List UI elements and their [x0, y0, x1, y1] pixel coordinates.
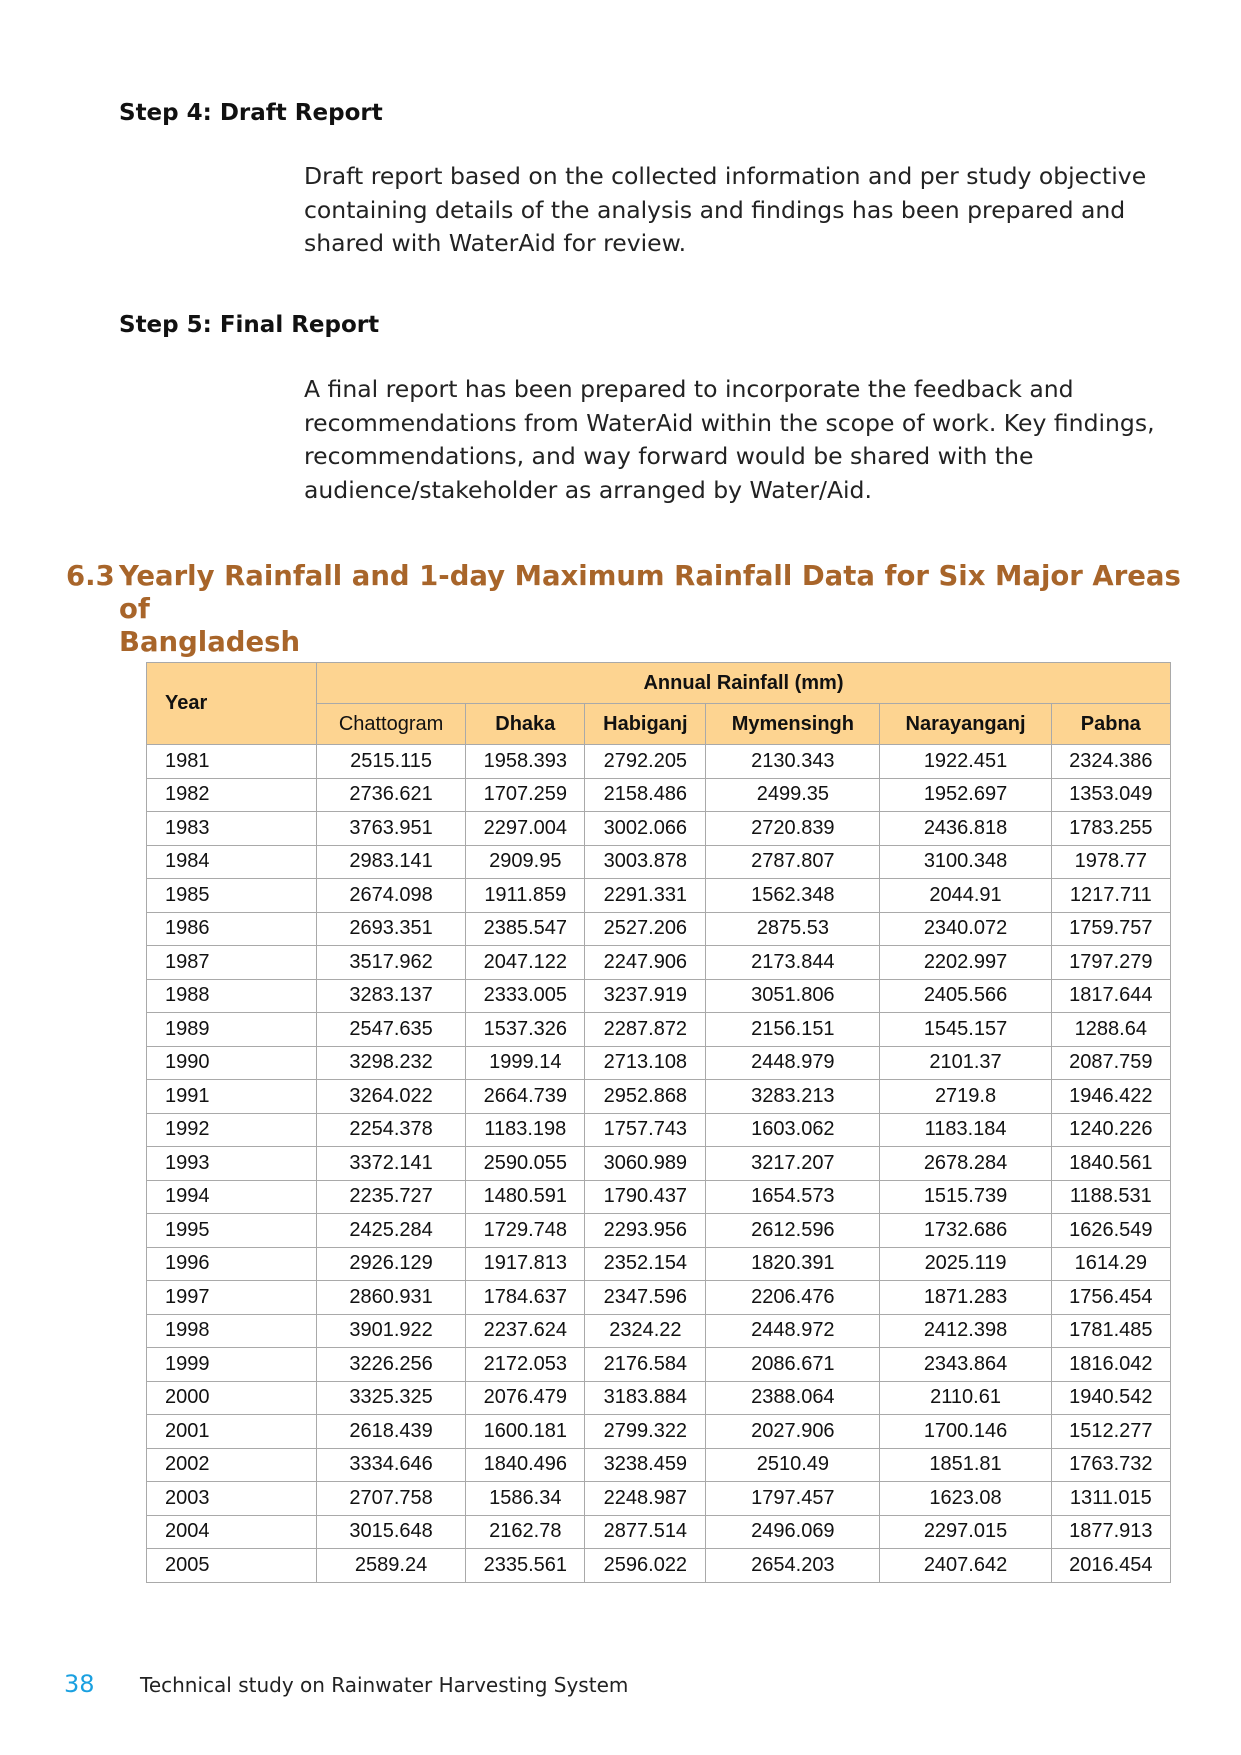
section-heading — [66, 560, 1186, 659]
rainfall-cell: 2044.91 — [880, 879, 1051, 913]
table-row — [147, 879, 1171, 913]
rainfall-cell: 1353.049 — [1051, 778, 1170, 812]
rainfall-cell: 1756.454 — [1051, 1281, 1170, 1315]
rainfall-cell: 1562.348 — [706, 879, 880, 913]
rainfall-cell: 3283.213 — [706, 1080, 880, 1114]
rainfall-cell: 3237.919 — [585, 979, 706, 1013]
footer-title: Technical study on Rainwater Harvesting System — [140, 1673, 629, 1697]
section-number: 6.3 — [66, 560, 115, 592]
rainfall-cell: 2496.069 — [706, 1515, 880, 1549]
rainfall-cell: 2047.122 — [466, 946, 585, 980]
step4-line: Draft report based on the collected information and per study objective — [304, 162, 1147, 190]
year-cell: 2003 — [147, 1482, 317, 1516]
rainfall-cell: 1700.146 — [880, 1415, 1051, 1449]
rainfall-cell: 1911.859 — [466, 879, 585, 913]
rainfall-cell: 2335.561 — [466, 1549, 585, 1583]
rainfall-cell: 2237.624 — [466, 1314, 585, 1348]
rainfall-cell: 2612.596 — [706, 1214, 880, 1248]
table-row — [147, 1348, 1171, 1382]
rainfall-cell: 2101.37 — [880, 1046, 1051, 1080]
rainfall-table — [146, 662, 1171, 1583]
rainfall-cell: 1922.451 — [880, 745, 1051, 779]
rainfall-cell: 2172.053 — [466, 1348, 585, 1382]
rainfall-cell: 2347.596 — [585, 1281, 706, 1315]
rainfall-cell: 1797.279 — [1051, 946, 1170, 980]
rainfall-cell: 2590.055 — [466, 1147, 585, 1181]
rainfall-cell: 2499.35 — [706, 778, 880, 812]
table-row — [147, 845, 1171, 879]
rainfall-cell: 2860.931 — [317, 1281, 466, 1315]
rainfall-cell: 1816.042 — [1051, 1348, 1170, 1382]
year-cell: 2001 — [147, 1415, 317, 1449]
rainfall-cell: 3100.348 — [880, 845, 1051, 879]
rainfall-cell: 2909.95 — [466, 845, 585, 879]
year-cell: 1998 — [147, 1314, 317, 1348]
rainfall-cell: 2087.759 — [1051, 1046, 1170, 1080]
rainfall-cell: 1781.485 — [1051, 1314, 1170, 1348]
rainfall-cell: 2736.621 — [317, 778, 466, 812]
rainfall-cell: 1840.496 — [466, 1448, 585, 1482]
step5-line: recommendations from WaterAid within the scope of work. Key findings, — [304, 408, 1155, 437]
rainfall-cell: 2787.807 — [706, 845, 880, 879]
rainfall-cell: 2952.868 — [585, 1080, 706, 1114]
year-cell: 1985 — [147, 879, 317, 913]
rainfall-cell: 2407.642 — [880, 1549, 1051, 1583]
rainfall-cell: 2086.671 — [706, 1348, 880, 1382]
page-number: 38 — [64, 1670, 95, 1698]
rainfall-cell: 3060.989 — [585, 1147, 706, 1181]
rainfall-cell: 1707.259 — [466, 778, 585, 812]
rainfall-cell: 3183.884 — [585, 1381, 706, 1415]
column-header-mymensingh: Mymensingh — [706, 704, 880, 745]
rainfall-cell: 2527.206 — [585, 912, 706, 946]
rainfall-cell: 1586.34 — [466, 1482, 585, 1516]
rainfall-cell: 2324.386 — [1051, 745, 1170, 779]
rainfall-cell: 2719.8 — [880, 1080, 1051, 1114]
rainfall-cell: 2254.378 — [317, 1113, 466, 1147]
rainfall-cell: 2792.205 — [585, 745, 706, 779]
rainfall-cell: 2158.486 — [585, 778, 706, 812]
step5-line: A final report has been prepared to incorporate the feedback and — [304, 375, 1074, 403]
rainfall-cell: 2173.844 — [706, 946, 880, 980]
rainfall-cell: 1784.637 — [466, 1281, 585, 1315]
rainfall-cell: 1537.326 — [466, 1013, 585, 1047]
rainfall-cell: 3238.459 — [585, 1448, 706, 1482]
rainfall-cell: 1732.686 — [880, 1214, 1051, 1248]
table-row — [147, 979, 1171, 1013]
rainfall-cell: 2176.584 — [585, 1348, 706, 1382]
column-header-chattogram: Chattogram — [317, 704, 466, 745]
rainfall-cell: 1817.644 — [1051, 979, 1170, 1013]
year-cell: 1996 — [147, 1247, 317, 1281]
table-row — [147, 912, 1171, 946]
rainfall-cell: 1217.711 — [1051, 879, 1170, 913]
rainfall-cell: 1188.531 — [1051, 1180, 1170, 1214]
table-row — [147, 778, 1171, 812]
year-cell: 1984 — [147, 845, 317, 879]
table-row — [147, 1448, 1171, 1482]
rainfall-cell: 2412.398 — [880, 1314, 1051, 1348]
rainfall-cell: 2448.979 — [706, 1046, 880, 1080]
rainfall-cell: 1783.255 — [1051, 812, 1170, 846]
year-cell: 1999 — [147, 1348, 317, 1382]
section-title — [119, 560, 1186, 659]
rainfall-cell: 2352.154 — [585, 1247, 706, 1281]
rainfall-cell: 3763.951 — [317, 812, 466, 846]
rainfall-cell: 2162.78 — [466, 1515, 585, 1549]
table-row — [147, 1113, 1171, 1147]
year-cell: 1983 — [147, 812, 317, 846]
rainfall-cell: 1311.015 — [1051, 1482, 1170, 1516]
rainfall-cell: 1729.748 — [466, 1214, 585, 1248]
year-cell: 2004 — [147, 1515, 317, 1549]
rainfall-cell: 2076.479 — [466, 1381, 585, 1415]
year-cell: 1989 — [147, 1013, 317, 1047]
rainfall-cell: 2448.972 — [706, 1314, 880, 1348]
year-cell: 1993 — [147, 1147, 317, 1181]
rainfall-cell: 2247.906 — [585, 946, 706, 980]
rainfall-cell: 1840.561 — [1051, 1147, 1170, 1181]
rainfall-cell: 1600.181 — [466, 1415, 585, 1449]
step4-body — [304, 160, 1164, 261]
rainfall-cell: 1626.549 — [1051, 1214, 1170, 1248]
table-row — [147, 1281, 1171, 1315]
rainfall-cell: 3003.878 — [585, 845, 706, 879]
rainfall-cell: 2343.864 — [880, 1348, 1051, 1382]
rainfall-cell: 1240.226 — [1051, 1113, 1170, 1147]
rainfall-cell: 3901.922 — [317, 1314, 466, 1348]
column-header-pabna: Pabna — [1051, 704, 1170, 745]
rainfall-cell: 2707.758 — [317, 1482, 466, 1516]
rainfall-cell: 2206.476 — [706, 1281, 880, 1315]
rainfall-cell: 2025.119 — [880, 1247, 1051, 1281]
step4-line: containing details of the analysis and findings has been prepared and — [304, 195, 1126, 224]
rainfall-cell: 2589.24 — [317, 1549, 466, 1583]
rainfall-cell: 2016.454 — [1051, 1549, 1170, 1583]
year-cell: 1986 — [147, 912, 317, 946]
year-header: Year — [147, 663, 317, 745]
rainfall-cell: 1183.198 — [466, 1113, 585, 1147]
rainfall-cell: 2875.53 — [706, 912, 880, 946]
year-cell: 2000 — [147, 1381, 317, 1415]
rainfall-cell: 3372.141 — [317, 1147, 466, 1181]
table-row — [147, 1046, 1171, 1080]
rainfall-cell: 1512.277 — [1051, 1415, 1170, 1449]
rainfall-cell: 2340.072 — [880, 912, 1051, 946]
rainfall-cell: 1288.64 — [1051, 1013, 1170, 1047]
rainfall-cell: 1978.77 — [1051, 845, 1170, 879]
rainfall-cell: 2388.064 — [706, 1381, 880, 1415]
rainfall-cell: 2027.906 — [706, 1415, 880, 1449]
rainfall-cell: 1958.393 — [466, 745, 585, 779]
year-cell: 1988 — [147, 979, 317, 1013]
table-row — [147, 1549, 1171, 1583]
rainfall-cell: 2618.439 — [317, 1415, 466, 1449]
table-row — [147, 1515, 1171, 1549]
section-title-line: Bangladesh — [119, 626, 301, 658]
section-title-line: Yearly Rainfall and 1-day Maximum Rainfall Data for Six Major Areas of — [119, 560, 1181, 625]
rainfall-cell: 2297.004 — [466, 812, 585, 846]
rainfall-cell: 2596.022 — [585, 1549, 706, 1583]
rainfall-cell: 1952.697 — [880, 778, 1051, 812]
rainfall-cell: 2678.284 — [880, 1147, 1051, 1181]
rainfall-cell: 1654.573 — [706, 1180, 880, 1214]
rainfall-cell: 2333.005 — [466, 979, 585, 1013]
table-row — [147, 1013, 1171, 1047]
table-row — [147, 1214, 1171, 1248]
table-row — [147, 1247, 1171, 1281]
rainfall-cell: 3217.207 — [706, 1147, 880, 1181]
table-row — [147, 812, 1171, 846]
year-cell: 1997 — [147, 1281, 317, 1315]
rainfall-cell: 3226.256 — [317, 1348, 466, 1382]
rainfall-cell: 2877.514 — [585, 1515, 706, 1549]
rainfall-cell: 2983.141 — [317, 845, 466, 879]
rainfall-cell: 1480.591 — [466, 1180, 585, 1214]
rainfall-cell: 2720.839 — [706, 812, 880, 846]
column-header-habiganj: Habiganj — [585, 704, 706, 745]
step5-body — [304, 373, 1164, 507]
rainfall-cell: 1851.81 — [880, 1448, 1051, 1482]
rainfall-cell: 3051.806 — [706, 979, 880, 1013]
annual-rainfall-header: Annual Rainfall (mm) — [317, 663, 1171, 704]
rainfall-cell: 3325.325 — [317, 1381, 466, 1415]
rainfall-cell: 3517.962 — [317, 946, 466, 980]
rainfall-cell: 2436.818 — [880, 812, 1051, 846]
rainfall-cell: 1940.542 — [1051, 1381, 1170, 1415]
year-cell: 1994 — [147, 1180, 317, 1214]
rainfall-cell: 2324.22 — [585, 1314, 706, 1348]
table-row — [147, 1080, 1171, 1114]
year-cell: 1992 — [147, 1113, 317, 1147]
rainfall-cell: 2248.987 — [585, 1482, 706, 1516]
rainfall-cell: 1623.08 — [880, 1482, 1051, 1516]
year-cell: 1981 — [147, 745, 317, 779]
rainfall-cell: 1183.184 — [880, 1113, 1051, 1147]
rainfall-cell: 1999.14 — [466, 1046, 585, 1080]
rainfall-cell: 2291.331 — [585, 879, 706, 913]
rainfall-cell: 1545.157 — [880, 1013, 1051, 1047]
rainfall-cell: 1614.29 — [1051, 1247, 1170, 1281]
rainfall-cell: 2799.322 — [585, 1415, 706, 1449]
rainfall-cell: 1871.283 — [880, 1281, 1051, 1315]
rainfall-cell: 2510.49 — [706, 1448, 880, 1482]
rainfall-cell: 1820.391 — [706, 1247, 880, 1281]
rainfall-cell: 2202.997 — [880, 946, 1051, 980]
rainfall-cell: 2515.115 — [317, 745, 466, 779]
rainfall-cell: 3015.648 — [317, 1515, 466, 1549]
rainfall-cell: 1515.739 — [880, 1180, 1051, 1214]
rainfall-cell: 3298.232 — [317, 1046, 466, 1080]
rainfall-cell: 3264.022 — [317, 1080, 466, 1114]
rainfall-cell: 1917.813 — [466, 1247, 585, 1281]
year-cell: 2005 — [147, 1549, 317, 1583]
rainfall-cell: 2297.015 — [880, 1515, 1051, 1549]
table-row — [147, 946, 1171, 980]
rainfall-cell: 1797.457 — [706, 1482, 880, 1516]
rainfall-cell: 2156.151 — [706, 1013, 880, 1047]
rainfall-cell: 3002.066 — [585, 812, 706, 846]
table-row — [147, 1415, 1171, 1449]
rainfall-cell: 2713.108 — [585, 1046, 706, 1080]
rainfall-cell: 1763.732 — [1051, 1448, 1170, 1482]
step4-line: shared with WaterAid for review. — [304, 229, 687, 257]
step4-heading: Step 4: Draft Report — [119, 100, 383, 126]
table-row — [147, 1482, 1171, 1516]
year-cell: 1991 — [147, 1080, 317, 1114]
year-cell: 2002 — [147, 1448, 317, 1482]
year-cell: 1987 — [147, 946, 317, 980]
rainfall-cell: 3334.646 — [317, 1448, 466, 1482]
rainfall-cell: 2425.284 — [317, 1214, 466, 1248]
year-cell: 1982 — [147, 778, 317, 812]
rainfall-cell: 2664.739 — [466, 1080, 585, 1114]
rainfall-cell: 1790.437 — [585, 1180, 706, 1214]
rainfall-cell: 2287.872 — [585, 1013, 706, 1047]
rainfall-cell: 1759.757 — [1051, 912, 1170, 946]
step5-line: recommendations, and way forward would be shared with the — [304, 442, 1034, 470]
table-row — [147, 745, 1171, 779]
rainfall-cell: 1603.062 — [706, 1113, 880, 1147]
table-body — [147, 745, 1171, 1583]
rainfall-cell: 2293.956 — [585, 1214, 706, 1248]
table-row — [147, 1180, 1171, 1214]
year-cell: 1995 — [147, 1214, 317, 1248]
rainfall-cell: 2926.129 — [317, 1247, 466, 1281]
rainfall-cell: 2693.351 — [317, 912, 466, 946]
table-row — [147, 1314, 1171, 1348]
column-header-narayanganj: Narayanganj — [880, 704, 1051, 745]
rainfall-cell: 2405.566 — [880, 979, 1051, 1013]
year-cell: 1990 — [147, 1046, 317, 1080]
rainfall-cell: 2674.098 — [317, 879, 466, 913]
rainfall-cell: 2110.61 — [880, 1381, 1051, 1415]
rainfall-cell: 1946.422 — [1051, 1080, 1170, 1114]
column-header-dhaka: Dhaka — [466, 704, 585, 745]
rainfall-cell: 2547.635 — [317, 1013, 466, 1047]
rainfall-cell: 2235.727 — [317, 1180, 466, 1214]
rainfall-cell: 2654.203 — [706, 1549, 880, 1583]
rainfall-cell: 1757.743 — [585, 1113, 706, 1147]
rainfall-cell: 3283.137 — [317, 979, 466, 1013]
step5-heading: Step 5: Final Report — [119, 312, 380, 338]
table-row — [147, 1147, 1171, 1181]
rainfall-cell: 2130.343 — [706, 745, 880, 779]
rainfall-cell: 2385.547 — [466, 912, 585, 946]
table-row — [147, 1381, 1171, 1415]
rainfall-cell: 1877.913 — [1051, 1515, 1170, 1549]
step5-line: audience/stakeholder as arranged by Water/Aid. — [304, 475, 872, 504]
